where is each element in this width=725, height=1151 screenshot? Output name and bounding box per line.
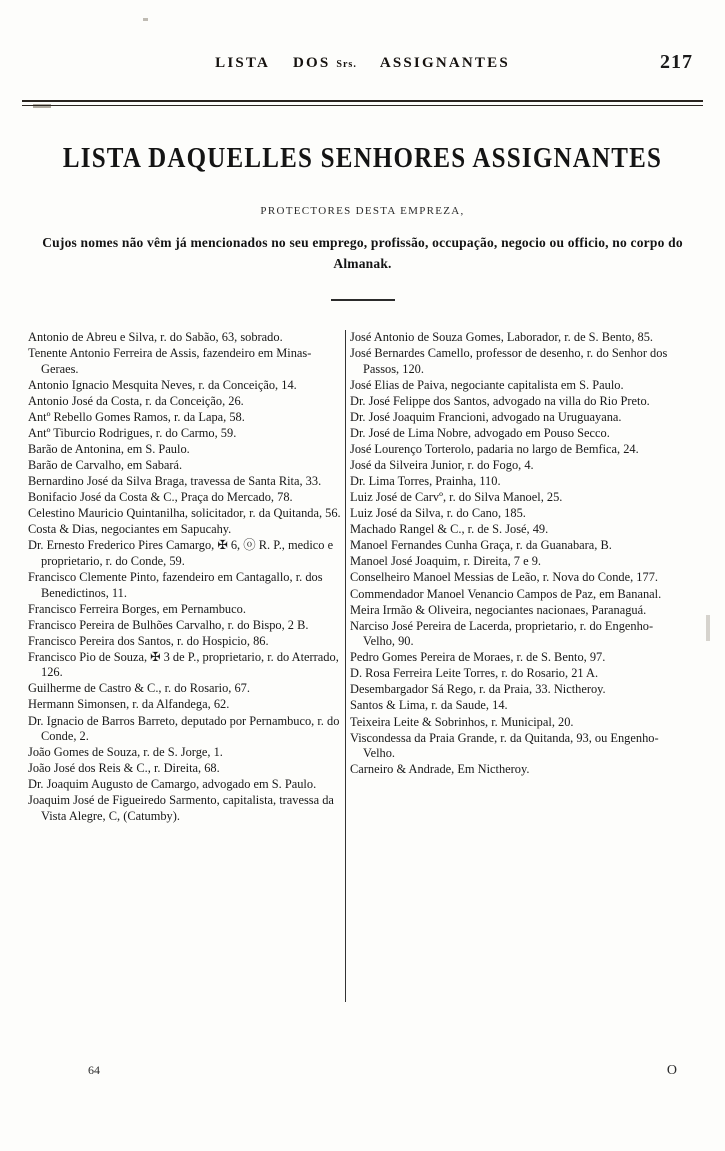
list-item: Francisco Pereira de Bulhões Carvalho, r. do Bispo, 2 B. — [28, 617, 309, 632]
list-item: Luiz José de Carvº, r. do Silva Manoel, 25. — [350, 490, 563, 505]
list-item: José Bernardes Camello, professor de desenho, r. do Senhor dos Passos, 120. — [350, 346, 668, 376]
list-item: Bernardino José da Silva Braga, travessa de Santa Rita, 33. — [28, 474, 322, 489]
header-rule — [22, 100, 703, 106]
list-item: Francisco Clemente Pinto, fazendeiro em Cantagallo, r. dos Benedictinos, 11. — [28, 569, 323, 600]
list-item: Dr. José Joaquim Francioni, advogado na Uruguayana. — [350, 409, 622, 424]
list-item: Dr. Lima Torres, Prainha, 110. — [350, 474, 501, 489]
list-item: Narciso José Pereira de Lacerda, proprietario, r. do Engenho-Velho, 90. — [350, 618, 654, 649]
scan-speck — [706, 615, 710, 641]
list-item: Manoel Fernandes Cunha Graça, r. da Guanabara, B. — [350, 538, 612, 553]
list-item: José Antonio de Souza Gomes, Laborador, r. de S. Bento, 85. — [350, 330, 654, 344]
running-head-title — [0, 55, 725, 72]
subscriber-list — [28, 330, 699, 1030]
list-item: Manoel José Joaquim, r. Direita, 7 e 9. — [350, 554, 541, 569]
list-item: Francisco Ferreira Borges, em Pernambuco. — [28, 601, 246, 616]
section-divider — [331, 299, 395, 301]
scan-speck — [143, 18, 148, 21]
list-item: Dr. Joaquim Augusto de Camargo, advogado em S. Paulo. — [28, 777, 317, 792]
list-item: Francisco Pereira dos Santos, r. do Hospicio, 86. — [28, 633, 269, 648]
list-item: Bonifacio José da Costa & C., Praça do Mercado, 78. — [28, 490, 293, 505]
list-item: Carneiro & Andrade, Em Nictheroy. — [350, 762, 530, 777]
header-rule-thick — [22, 100, 703, 102]
list-item: João José dos Reis & C., r. Direita, 68. — [28, 761, 220, 776]
list-item: Joaquim José de Figueiredo Sarmento, capitalista, travessa da Vista Alegre, C, (Catumby). — [28, 793, 334, 823]
list-item: Barão de Carvalho, em Sabará. — [28, 458, 183, 472]
list-item: Machado Rangel & C., r. de S. José, 49. — [350, 522, 549, 537]
list-item: Antonio de Abreu e Silva, r. do Sabão, 63, sobrado. — [28, 330, 283, 344]
list-item: Dr. José de Lima Nobre, advogado em Pouso Secco. — [350, 425, 610, 440]
list-item: Dr. José Felippe dos Santos, advogado na villa do Rio Preto. — [350, 393, 650, 408]
list-item: Meira Irmão & Oliveira, negociantes nacionaes, Paranaguá. — [350, 602, 647, 617]
list-item: Desembargador Sá Rego, r. da Praia, 33. Nictheroy. — [350, 682, 606, 697]
list-item: Celestino Mauricio Quintanilha, solicitador, r. da Quitanda, 56. — [28, 506, 341, 521]
running-head-title-part2: DOS — [293, 55, 331, 71]
signature-mark-left: 64 — [88, 1063, 100, 1077]
list-item: Viscondessa da Praia Grande, r. da Quitanda, 93, ou Engenho-Velho. — [350, 730, 659, 761]
list-item: Antº Tiburcio Rodrigues, r. do Carmo, 59. — [28, 425, 237, 440]
list-item: José Lourenço Torterolo, padaria no largo de Bemfica, 24. — [350, 441, 639, 456]
subtitle-protectores: PROTECTORES DESTA EMPREZA, — [260, 205, 465, 217]
list-item: Luiz José da Silva, r. do Cano, 185. — [350, 506, 526, 521]
list-item: Antonio Ignacio Mesquita Neves, r. da Conceição, 14. — [28, 377, 297, 392]
list-item: Conselheiro Manoel Messias de Leão, r. Nova do Conde, 177. — [350, 570, 658, 585]
list-item: Antonio José da Costa, r. da Conceição, 26. — [28, 393, 244, 408]
page-title: LISTA DAQUELLES SENHORES ASSIGNANTES — [62, 143, 663, 174]
list-item: José Elias de Paiva, negociante capitalista em S. Paulo. — [350, 377, 624, 392]
list-item: Dr. Ignacio de Barros Barreto, deputado por Pernambuco, r. do Conde, 2. — [28, 713, 340, 744]
page-number: 217 — [660, 51, 693, 73]
list-item: D. Rosa Ferreira Leite Torres, r. do Rosario, 21 A. — [350, 666, 599, 681]
running-head — [0, 51, 725, 79]
list-item: José da Silveira Junior, r. do Fogo, 4. — [350, 458, 534, 472]
list-item: Hermann Simonsen, r. da Alfandega, 62. — [28, 697, 230, 712]
list-item: João Gomes de Souza, r. de S. Jorge, 1. — [28, 745, 223, 760]
column-right — [350, 330, 668, 778]
list-item: Guilherme de Castro & C., r. do Rosario, 67. — [28, 681, 250, 696]
running-head-title-part3: ASSIGNANTES — [379, 55, 510, 71]
list-item: Santos & Lima, r. da Saude, 14. — [350, 698, 508, 713]
list-item: Tenente Antonio Ferreira de Assis, fazendeiro em Minas-Geraes. — [28, 346, 312, 376]
running-head-title-small: Srs. — [336, 59, 357, 70]
list-item: Commendador Manoel Venancio Campos de Paz, em Bananal. — [350, 586, 662, 601]
header-rule-thin — [22, 105, 703, 106]
list-item: Francisco Pio de Souza, ✠ 3 de P., proprietario, r. do Aterrado, 126. — [28, 649, 339, 680]
list-item: Teixeira Leite & Sobrinhos, r. Municipal, 20. — [350, 714, 574, 729]
list-item: Dr. Ernesto Frederico Pires Camargo, ✠ 6, ⓞ R. P., medico e proprietario, r. do Conde, 59. — [28, 538, 334, 568]
list-item: Barão de Antonina, em S. Paulo. — [28, 441, 190, 456]
list-item: Antº Rebello Gomes Ramos, r. da Lapa, 58. — [28, 409, 245, 424]
subtitle-description: Cujos nomes não vêm já mencionados no seu emprego, profissão, occupação, negocio ou officio, no corpo do Almanak. — [42, 235, 683, 271]
signature-mark-right: O — [666, 1063, 677, 1078]
column-left — [28, 330, 346, 825]
running-head-title-part1: LISTA — [215, 55, 270, 71]
list-item: Costa & Dias, negociantes em Sapucahy. — [28, 522, 232, 537]
list-item: Pedro Gomes Pereira de Moraes, r. de S. Bento, 97. — [350, 650, 606, 665]
